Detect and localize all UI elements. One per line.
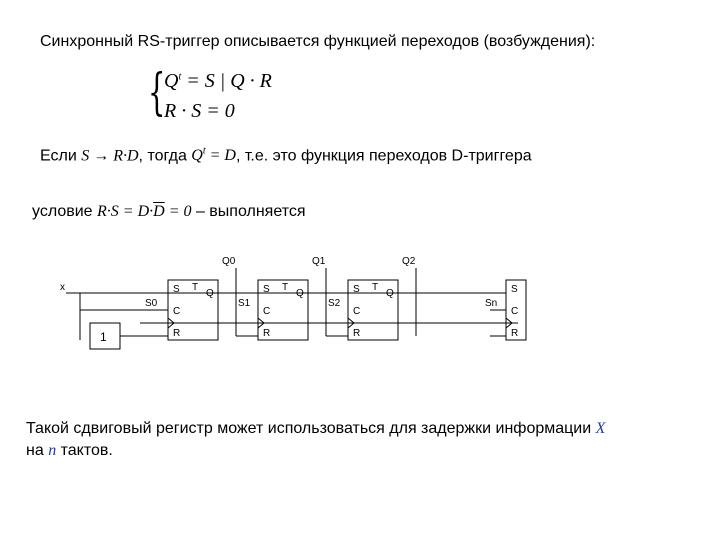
heading: Синхронный RS-триггер описывается функцией переходов (возбуждения): xyxy=(40,33,596,50)
s0-label: S0 xyxy=(145,298,158,309)
x-label: x xyxy=(60,282,65,293)
svg-text:C: C xyxy=(511,306,519,317)
q2-label: Q2 xyxy=(402,256,416,267)
svg-text:S: S xyxy=(353,284,360,295)
formula-eq1: $Q^t = S$ | Q · R xyxy=(164,70,272,92)
svg-text:T: T xyxy=(372,282,379,293)
rs-transition-formula xyxy=(148,63,308,126)
formula-brace: { xyxy=(148,63,166,121)
svg-text:R: R xyxy=(263,328,271,339)
svg-text:Q: Q xyxy=(386,288,394,299)
formula-eq2: R · S = 0 xyxy=(164,100,235,122)
not-gate-label: 1 xyxy=(100,330,107,344)
shift-register-diagram xyxy=(0,250,720,370)
svg-text:Q: Q xyxy=(206,288,214,299)
condition-line: условие $R\cdot S = D\cdot\overline{D} = 0$ – выполняется xyxy=(32,203,306,220)
s2-label: S2 xyxy=(328,298,341,309)
svg-text:C: C xyxy=(263,306,271,317)
sn-label: Sn xyxy=(485,298,498,309)
s1-label: S1 xyxy=(238,298,251,309)
svg-text:T: T xyxy=(192,282,199,293)
if-math: S → R·D xyxy=(81,147,139,165)
svg-text:R: R xyxy=(353,328,361,339)
svg-text:C: C xyxy=(173,306,181,317)
svg-text:Q: Q xyxy=(296,288,304,299)
shift-register-note: Такой сдвиговый регистр может использоваться для задержки информации X на n тактов. xyxy=(26,420,606,459)
svg-text:S: S xyxy=(173,284,180,295)
svg-text:T: T xyxy=(282,282,289,293)
condition-math: $R\cdot S = D\cdot\overline{D} = 0$ xyxy=(97,203,192,220)
q0-label: Q0 xyxy=(222,256,236,267)
svg-text:R: R xyxy=(511,328,519,339)
svg-text:S: S xyxy=(511,284,518,295)
svg-text:R: R xyxy=(173,328,181,339)
svg-text:C: C xyxy=(353,306,361,317)
if-line: Если S → R·D, тогда $Q^t = D$, т.е. это функция переходов D-триггера xyxy=(40,146,532,165)
svg-text:S: S xyxy=(263,284,270,295)
q1-label: Q1 xyxy=(312,256,326,267)
